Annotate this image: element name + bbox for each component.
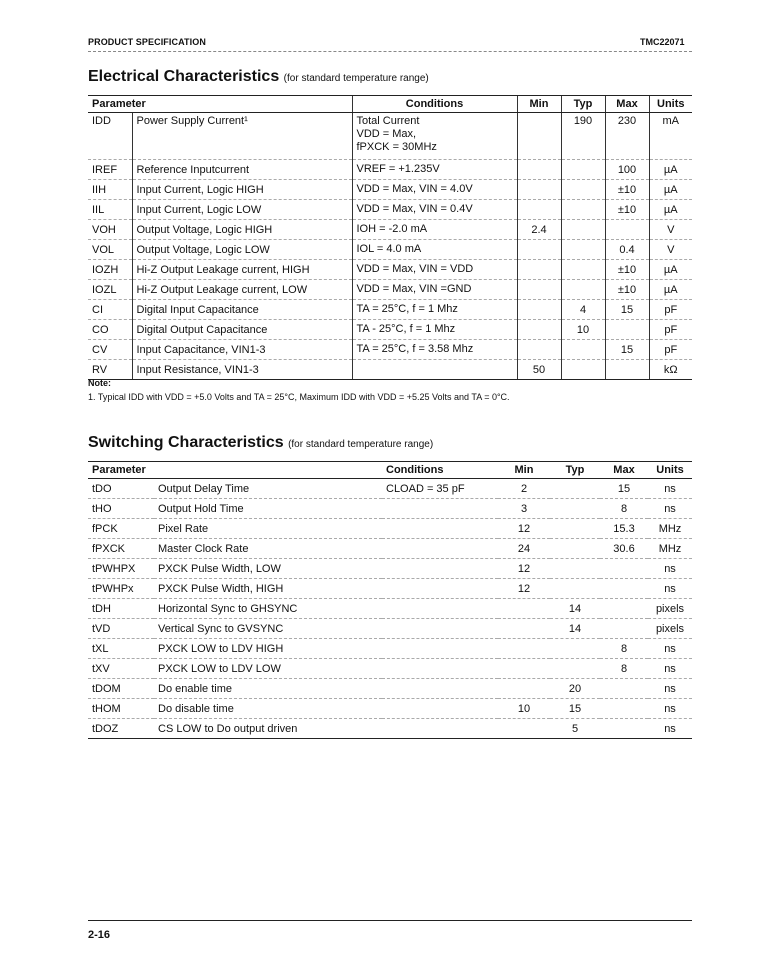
- condition-line: Total Current: [356, 115, 420, 127]
- max-value: [605, 360, 649, 380]
- sw-param-name: PXCK Pulse Width, HIGH: [154, 579, 382, 599]
- sw-typ-value: [550, 519, 600, 539]
- sw-conditions: [382, 679, 498, 699]
- sw-param-symbol: tDOM: [88, 679, 154, 699]
- sw-min-value: [498, 659, 550, 679]
- sw-param-symbol: tDH: [88, 599, 154, 619]
- switching-header-row: [88, 462, 692, 479]
- sw-units-value: ns: [648, 679, 692, 699]
- sw-conditions: CLOAD = 35 pF: [382, 479, 498, 499]
- condition-line: TA = 25°C, f = 3.58 Mhz: [356, 343, 474, 355]
- electrical-row: [88, 220, 692, 240]
- sw-max-value: [600, 599, 648, 619]
- sw-min-value: 12: [498, 579, 550, 599]
- sw-max-value: [600, 699, 648, 719]
- sw-max-value: [600, 559, 648, 579]
- sw-col-min: Min: [498, 462, 550, 479]
- sw-min-value: 12: [498, 519, 550, 539]
- typ-value: [561, 280, 605, 300]
- sw-param-name: Pixel Rate: [154, 519, 382, 539]
- col-max: Max: [605, 96, 649, 113]
- typ-value: 4: [561, 300, 605, 320]
- electrical-row: [88, 260, 692, 280]
- switching-row: [88, 679, 692, 699]
- min-value: [517, 240, 561, 260]
- electrical-row: [88, 340, 692, 360]
- max-value: ±10: [605, 200, 649, 220]
- sw-min-value: 24: [498, 539, 550, 559]
- param-name: Input Capacitance, VIN1-3: [132, 340, 352, 360]
- condition-line: VDD = Max, VIN =GND: [356, 283, 472, 295]
- header-part-number: TMC22071: [640, 37, 685, 47]
- sw-max-value: 15.3: [600, 519, 648, 539]
- sw-min-value: [498, 719, 550, 739]
- switching-row: [88, 579, 692, 599]
- sw-max-value: 8: [600, 499, 648, 519]
- sw-max-value: [600, 679, 648, 699]
- conditions-cell: [352, 180, 517, 200]
- typ-value: [561, 200, 605, 220]
- condition-line: fPXCK = 30MHz: [356, 141, 437, 153]
- sw-typ-value: 20: [550, 679, 600, 699]
- sw-param-name: CS LOW to Do output driven: [154, 719, 382, 739]
- min-value: [517, 180, 561, 200]
- sw-param-symbol: tHO: [88, 499, 154, 519]
- sw-typ-value: 14: [550, 599, 600, 619]
- sw-param-symbol: tXL: [88, 639, 154, 659]
- conditions-cell: [352, 340, 517, 360]
- sw-max-value: [600, 619, 648, 639]
- conditions-cell: [352, 320, 517, 340]
- switching-row: [88, 499, 692, 519]
- switching-row: [88, 659, 692, 679]
- sw-col-typ: Typ: [550, 462, 600, 479]
- param-name: Output Voltage, Logic LOW: [132, 240, 352, 260]
- sw-conditions: [382, 519, 498, 539]
- note-text: 1. Typical IDD with VDD = +5.0 Volts and TA = 25°C, Maximum IDD with VDD = +5.25 Volts and TA = 0°C.: [88, 392, 510, 402]
- switching-row: [88, 559, 692, 579]
- footer-rule: [88, 920, 692, 921]
- sw-units-value: ns: [648, 639, 692, 659]
- sw-units-value: ns: [648, 479, 692, 499]
- param-symbol: IOZL: [88, 280, 132, 300]
- note-title: Note:: [88, 378, 111, 388]
- electrical-row: [88, 240, 692, 260]
- sw-units-value: MHz: [648, 519, 692, 539]
- sw-param-name: Do enable time: [154, 679, 382, 699]
- sw-conditions: [382, 599, 498, 619]
- min-value: [517, 300, 561, 320]
- sw-param-symbol: tDOZ: [88, 719, 154, 739]
- param-symbol: IDD: [88, 113, 132, 160]
- min-value: [517, 340, 561, 360]
- condition-line: VDD = Max, VIN = VDD: [356, 263, 474, 275]
- sw-min-value: 12: [498, 559, 550, 579]
- sw-units-value: MHz: [648, 539, 692, 559]
- sw-typ-value: [550, 539, 600, 559]
- switching-row: [88, 619, 692, 639]
- sw-units-value: ns: [648, 559, 692, 579]
- sw-conditions: [382, 699, 498, 719]
- sw-units-value: ns: [648, 579, 692, 599]
- units-value: mA: [649, 113, 692, 160]
- sw-min-value: [498, 639, 550, 659]
- sw-conditions: [382, 539, 498, 559]
- min-value: 2.4: [517, 220, 561, 240]
- max-value: 230: [605, 113, 649, 160]
- condition-line: VDD = Max,: [356, 128, 417, 140]
- units-value: µA: [649, 280, 692, 300]
- conditions-cell: [352, 260, 517, 280]
- col-conditions: Conditions: [352, 96, 517, 113]
- sw-typ-value: [550, 559, 600, 579]
- typ-value: [561, 360, 605, 380]
- units-value: µA: [649, 180, 692, 200]
- max-value: 15: [605, 300, 649, 320]
- units-value: V: [649, 220, 692, 240]
- sw-param-name: PXCK LOW to LDV HIGH: [154, 639, 382, 659]
- sw-max-value: 15: [600, 479, 648, 499]
- param-symbol: CI: [88, 300, 132, 320]
- conditions-cell: [352, 113, 517, 160]
- min-value: [517, 200, 561, 220]
- sw-param-symbol: tPWHPX: [88, 559, 154, 579]
- max-value: [605, 320, 649, 340]
- conditions-cell: [352, 360, 517, 380]
- units-value: µA: [649, 160, 692, 180]
- typ-value: [561, 260, 605, 280]
- condition-line: VDD = Max, VIN = 0.4V: [356, 203, 473, 215]
- conditions-cell: [352, 160, 517, 180]
- min-value: [517, 320, 561, 340]
- switching-row: [88, 599, 692, 619]
- min-value: [517, 160, 561, 180]
- switching-title: Switching Characteristics: [88, 434, 284, 451]
- param-name: Hi-Z Output Leakage current, LOW: [132, 280, 352, 300]
- param-name: Hi-Z Output Leakage current, HIGH: [132, 260, 352, 280]
- sw-conditions: [382, 559, 498, 579]
- electrical-row: [88, 180, 692, 200]
- sw-param-symbol: tVD: [88, 619, 154, 639]
- sw-param-symbol: tPWHPx: [88, 579, 154, 599]
- typ-value: [561, 340, 605, 360]
- max-value: 100: [605, 160, 649, 180]
- sw-param-name: Do disable time: [154, 699, 382, 719]
- sw-conditions: [382, 619, 498, 639]
- condition-line: TA - 25°C, f = 1 Mhz: [356, 323, 456, 335]
- sw-param-symbol: tHOM: [88, 699, 154, 719]
- max-value: 0.4: [605, 240, 649, 260]
- sw-min-value: [498, 619, 550, 639]
- sw-units-value: ns: [648, 719, 692, 739]
- conditions-cell: [352, 300, 517, 320]
- typ-value: [561, 180, 605, 200]
- sw-col-parameter: Parameter: [88, 462, 382, 479]
- param-symbol: VOH: [88, 220, 132, 240]
- units-value: pF: [649, 320, 692, 340]
- typ-value: [561, 240, 605, 260]
- sw-conditions: [382, 499, 498, 519]
- max-value: ±10: [605, 180, 649, 200]
- sw-conditions: [382, 719, 498, 739]
- param-name: Power Supply Current¹: [132, 113, 352, 160]
- param-symbol: IOZH: [88, 260, 132, 280]
- sw-conditions: [382, 659, 498, 679]
- sw-param-symbol: tDO: [88, 479, 154, 499]
- sw-typ-value: [550, 639, 600, 659]
- param-name: Digital Input Capacitance: [132, 300, 352, 320]
- sw-min-value: 3: [498, 499, 550, 519]
- sw-param-name: Output Hold Time: [154, 499, 382, 519]
- conditions-cell: [352, 220, 517, 240]
- sw-typ-value: 5: [550, 719, 600, 739]
- param-name: Input Resistance, VIN1-3: [132, 360, 352, 380]
- min-value: [517, 113, 561, 160]
- sw-param-name: PXCK Pulse Width, LOW: [154, 559, 382, 579]
- units-value: µA: [649, 200, 692, 220]
- switching-row: [88, 479, 692, 499]
- sw-max-value: [600, 579, 648, 599]
- sw-typ-value: 15: [550, 699, 600, 719]
- electrical-subtitle: (for standard temperature range): [283, 73, 429, 84]
- col-typ: Typ: [561, 96, 605, 113]
- sw-max-value: 30.6: [600, 539, 648, 559]
- sw-param-name: Vertical Sync to GVSYNC: [154, 619, 382, 639]
- header-rule: [88, 51, 692, 52]
- sw-min-value: 2: [498, 479, 550, 499]
- sw-conditions: [382, 579, 498, 599]
- sw-typ-value: [550, 499, 600, 519]
- param-name: Digital Output Capacitance: [132, 320, 352, 340]
- sw-typ-value: 14: [550, 619, 600, 639]
- condition-line: VREF = +1.235V: [356, 163, 440, 175]
- param-name: Input Current, Logic HIGH: [132, 180, 352, 200]
- condition-line: IOH = -2.0 mA: [356, 223, 428, 235]
- sw-units-value: ns: [648, 699, 692, 719]
- units-value: µA: [649, 260, 692, 280]
- sw-param-name: Master Clock Rate: [154, 539, 382, 559]
- param-symbol: CO: [88, 320, 132, 340]
- units-value: pF: [649, 340, 692, 360]
- condition-line: TA = 25°C, f = 1 Mhz: [356, 303, 458, 315]
- sw-conditions: [382, 639, 498, 659]
- param-symbol: IREF: [88, 160, 132, 180]
- electrical-row: [88, 320, 692, 340]
- switching-row: [88, 639, 692, 659]
- sw-param-symbol: fPCK: [88, 519, 154, 539]
- switching-row: [88, 519, 692, 539]
- sw-param-name: Output Delay Time: [154, 479, 382, 499]
- typ-value: 10: [561, 320, 605, 340]
- electrical-table: [88, 95, 692, 380]
- min-value: [517, 260, 561, 280]
- sw-param-symbol: fPXCK: [88, 539, 154, 559]
- electrical-row: [88, 360, 692, 380]
- sw-param-name: Horizontal Sync to GHSYNC: [154, 599, 382, 619]
- param-symbol: IIH: [88, 180, 132, 200]
- sw-units-value: pixels: [648, 619, 692, 639]
- electrical-row: [88, 160, 692, 180]
- electrical-row: [88, 113, 692, 160]
- min-value: 50: [517, 360, 561, 380]
- electrical-row: [88, 300, 692, 320]
- col-units: Units: [649, 96, 692, 113]
- electrical-header-row: [88, 96, 692, 113]
- switching-row: [88, 699, 692, 719]
- sw-min-value: [498, 599, 550, 619]
- max-value: ±10: [605, 260, 649, 280]
- conditions-cell: [352, 240, 517, 260]
- col-parameter: Parameter: [88, 96, 352, 113]
- min-value: [517, 280, 561, 300]
- sw-units-value: pixels: [648, 599, 692, 619]
- sw-col-units: Units: [648, 462, 692, 479]
- sw-max-value: [600, 719, 648, 739]
- switching-row: [88, 719, 692, 739]
- max-value: ±10: [605, 280, 649, 300]
- conditions-cell: [352, 200, 517, 220]
- param-symbol: CV: [88, 340, 132, 360]
- sw-param-symbol: tXV: [88, 659, 154, 679]
- electrical-section-title: [88, 68, 429, 86]
- param-symbol: RV: [88, 360, 132, 380]
- sw-min-value: [498, 679, 550, 699]
- typ-value: [561, 220, 605, 240]
- typ-value: 190: [561, 113, 605, 160]
- sw-param-name: PXCK LOW to LDV LOW: [154, 659, 382, 679]
- conditions-cell: [352, 280, 517, 300]
- param-symbol: VOL: [88, 240, 132, 260]
- switching-table: [88, 461, 692, 739]
- header-product-spec: PRODUCT SPECIFICATION: [88, 37, 206, 47]
- max-value: 15: [605, 340, 649, 360]
- units-value: V: [649, 240, 692, 260]
- param-name: Input Current, Logic LOW: [132, 200, 352, 220]
- typ-value: [561, 160, 605, 180]
- condition-line: VDD = Max, VIN = 4.0V: [356, 183, 473, 195]
- sw-typ-value: [550, 479, 600, 499]
- electrical-row: [88, 200, 692, 220]
- switching-row: [88, 539, 692, 559]
- sw-min-value: 10: [498, 699, 550, 719]
- col-min: Min: [517, 96, 561, 113]
- param-name: Output Voltage, Logic HIGH: [132, 220, 352, 240]
- units-value: pF: [649, 300, 692, 320]
- sw-units-value: ns: [648, 499, 692, 519]
- max-value: [605, 220, 649, 240]
- switching-section-title: [88, 434, 433, 452]
- sw-max-value: 8: [600, 659, 648, 679]
- electrical-row: [88, 280, 692, 300]
- param-symbol: IIL: [88, 200, 132, 220]
- sw-col-conditions: Conditions: [382, 462, 498, 479]
- sw-units-value: ns: [648, 659, 692, 679]
- electrical-title: Electrical Characteristics: [88, 68, 280, 85]
- units-value: kΩ: [649, 360, 692, 380]
- sw-col-max: Max: [600, 462, 648, 479]
- page-number: 2-16: [88, 929, 111, 941]
- sw-max-value: 8: [600, 639, 648, 659]
- param-name: Reference Inputcurrent: [132, 160, 352, 180]
- sw-typ-value: [550, 659, 600, 679]
- switching-subtitle: (for standard temperature range): [288, 439, 434, 450]
- sw-typ-value: [550, 579, 600, 599]
- condition-line: IOL = 4.0 mA: [356, 243, 422, 255]
